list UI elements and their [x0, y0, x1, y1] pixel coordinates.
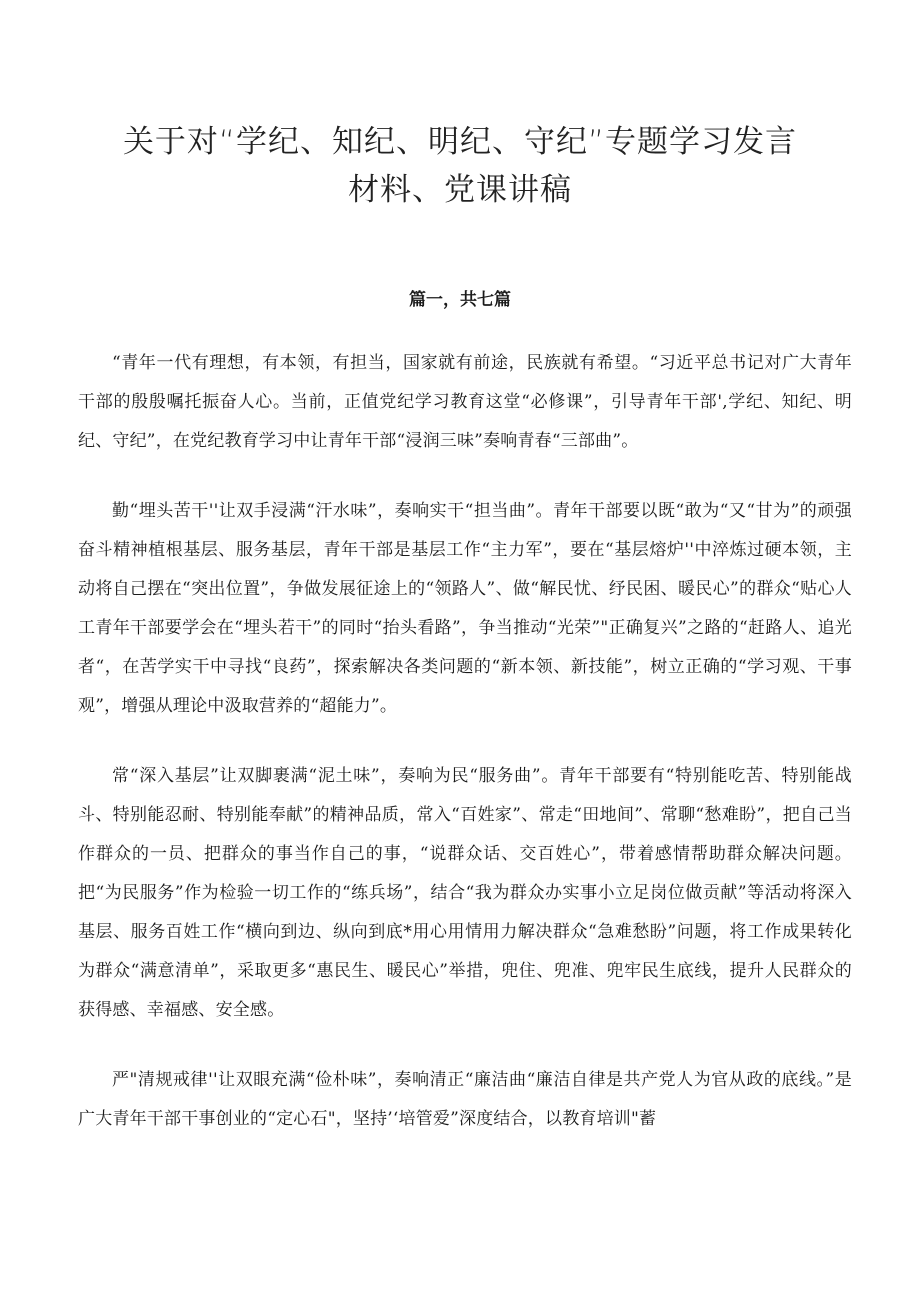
document-subtitle: 篇一，共七篇 [409, 290, 511, 310]
document-title-line-2: 材料、党课讲稿 [348, 172, 572, 208]
paragraph-4: 严"清规戒律''让双眼充满“俭朴味”，奏响清正“廉洁曲“廉洁自律是共产党人为官从政的底线。”是广大青年干部干事创业的“定心石"，坚持’‘培管爱”深度结合，以教育培训"蓄 [78, 1070, 852, 1129]
document-title [60, 118, 860, 214]
paragraph-1: “青年一代有理想，有本领，有担当，国家就有前途，民族就有希望。“习近平总书记对广大青年干部的殷殷嘱托振奋人心。当前，正值党纪学习教育这堂“必修课”，引导青年干部',学纪、知纪、明纪、守纪”，在党纪教育学习中让青年干部“浸润三味”奏响青春“三部曲”。 [78, 353, 852, 451]
document-title-line-1: 关于对“学纪、知纪、明纪、守纪”专题学习发言 [122, 124, 798, 160]
document-body [78, 344, 852, 1170]
paragraph-3: 常“深入基层”让双脚裹满“泥土味”，奏响为民“服务曲”。青年干部要有“特别能吃苦、特别能战斗、特别能忍耐、特别能奉献”的精神品质，常入“百姓家”、常走“田地间”、常聊“愁难盼”，把自己当作群众的一员、把群众的事当作自己的事，“说群众话、交百姓心”，带着感情帮助群众解决问题。把“为民服务”作为检验一切工作的“练兵场”，结合“我为群众办实事小立足岗位做贡献”等活动将深入基层、服务百姓工作“横向到边、纵向到底*用心用情用力解决群众“急难愁盼”问题，将工作成果转化为群众“满意清单”，采取更多“惠民生、暖民心”举措，兜住、兜准、兜牢民生底线，提升人民群众的获得感、幸福感、安全感。 [78, 766, 852, 1020]
paragraph-2: 勤“埋头苦干''让双手浸满“汗水味”，奏响实干“担当曲”。青年干部要以既“敢为“又“甘为”的顽强奋斗精神植根基层、服务基层，青年干部是基层工作“主力军”，要在“基层熔炉''中淬炼过硬本领，主动将自己摆在“突出位置”，争做发展征途上的“领路人”、做“解民忧、纾民困、暖民心”的群众“贴心人工青年干部要学会在“埋头若干”的同时“抬头看路”，争当推动“光荣”"正确复兴”之路的“赶路人、追光者“，在苦学实干中寻找“良药”，探索解决各类问题的“新本领、新技能”，树立正确的“学习观、干事观”，增强从理论中汲取营养的“超能力”。 [78, 501, 852, 716]
